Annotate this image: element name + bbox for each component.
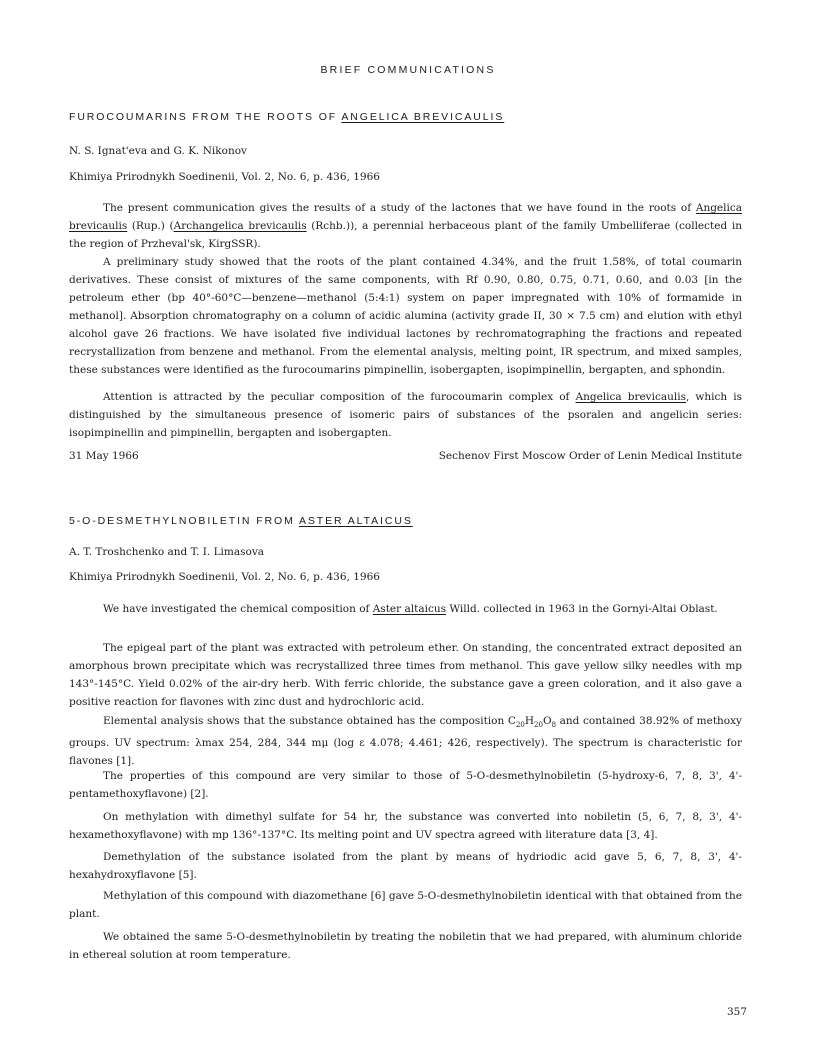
article2-title-species: ASTER ALTAICUS: [298, 515, 413, 527]
article1-title: [69, 111, 504, 123]
article2-paragraph-3: [69, 712, 742, 770]
article1-paragraph-3: [69, 388, 742, 442]
article2-paragraph-4: The properties of this compound are very similar to those of 5-O-desmethylnobiletin (5-hydroxy-6, 7, 8, 3', 4'-pentamethoxyflavone) [2].: [69, 770, 742, 800]
a1p3-species: Angelica brevicaulis: [575, 391, 686, 403]
formula-oxygen: O: [542, 715, 552, 727]
a1p1-text-c: (Rchb.)), a perennial herbaceous plant of the family Umbelliferae (collected in the region of Przheval'sk, KirgSSR).: [69, 220, 742, 250]
article1-paragraph-1: [69, 199, 742, 253]
a2p1-text-b: Willd. collected in 1963 in the Gornyi-Altai Oblast.: [445, 603, 718, 615]
a2p1-species: Aster altaicus: [372, 603, 446, 615]
formula-carbon: C: [507, 715, 516, 727]
formula-carbon-count: 20: [515, 721, 525, 730]
a2p3-text-a: Elemental analysis shows that the substance obtained has the composition: [103, 715, 508, 727]
formula-hydrogen: H: [524, 715, 535, 727]
a1p3-text-b: , which is distinguished by the simultaneous presence of isomeric pairs of substances of the psoralen and angelicin series: isopimpinellin and pimpinellin, bergapten and isobergapten.: [69, 391, 742, 439]
article2-paragraph-7: Methylation of this compound with diazomethane [6] gave 5-O-desmethylnobiletin identical with that obtained from the plant.: [69, 890, 742, 920]
a1p3-text-a: Attention is attracted by the peculiar composition of the furocoumarin complex of: [103, 391, 576, 403]
article2-authors: A. T. Troshchenko and T. I. Limasova: [69, 546, 265, 558]
article2-paragraph-1: [69, 600, 742, 618]
article2-title-prefix: 5-O-DESMETHYLNOBILETIN FROM: [69, 515, 299, 527]
article1-date: 31 May 1966: [69, 450, 139, 462]
page-number: 357: [727, 1006, 748, 1018]
a1p1-text-a: The present communication gives the results of a study of the lactones that we have found in the roots of: [103, 202, 696, 214]
a2p3-text-b: and contained 38.92% of methoxy groups. UV spectrum: λmax 254, 284, 344 mμ (log ε 4.078; 4.461; 426, respectively). The spectrum is characteristic for flavones [1].: [69, 715, 742, 768]
article1-paragraph-2: A preliminary study showed that the roots of the plant contained 4.34%, and the fruit 1.58%, of total coumarin derivatives. These consist of mixtures of the same components, with Rf 0.90, 0.80, 0.75, 0.71, 0.60, and 0.03 [in the petroleum ether (bp 40°-60°C—benzene—methanol (5:4:1) system on paper impregnated with 10% of formamide in methanol]. Absorption chromatography on a column of acidic alumina (activity grade II, 30 × 7.5 cm) and elution with ethyl alcohol gave 26 fractions. We have isolated five individual lactones by rechromatographing the fractions and repeated recrystallization from benzene and methanol. From the elemental analysis, melting point, IR spectrum, and mixed samples, these substances were identified as the furocoumarins pimpinellin, isobergapten, isopimpinellin, bergapten, and sphondin.: [69, 256, 742, 376]
article2-paragraph-2: The epigeal part of the plant was extracted with petroleum ether. On standing, the concentrated extract deposited an amorphous brown precipitate which was recrystallized three times from methanol. This gave yellow silky needles with mp 143°-145°C. Yield 0.02% of the air-dry herb. With ferric chloride, the substance gave a green coloration, and it also gave a positive reaction for flavones with zinc dust and hydrochloric acid.: [69, 642, 742, 708]
article2-citation: Khimiya Prirodnykh Soedinenii, Vol. 2, No. 6, p. 436, 1966: [69, 571, 380, 583]
article2-paragraph-5: On methylation with dimethyl sulfate for 54 hr, the substance was converted into nobiletin (5, 6, 7, 8, 3', 4'-hexamethoxyflavone) with mp 136°-137°C. Its melting point and UV spectra agreed with literature data [3, 4].: [69, 811, 742, 841]
running-header: BRIEF COMMUNICATIONS: [320, 64, 496, 76]
article2-title: [69, 515, 413, 527]
a1p1-species-2: Archangelica brevicaulis: [173, 220, 307, 232]
article2-paragraph-6: Demethylation of the substance isolated from the plant by means of hydriodic acid gave 5, 6, 7, 8, 3', 4'-hexahydroxyflavone [5].: [69, 851, 742, 881]
a1p1-species-1: Angelica brevicaulis: [69, 202, 742, 232]
article1-authors: N. S. Ignat'eva and G. K. Nikonov: [69, 145, 247, 157]
article1-title-prefix: FUROCOUMARINS FROM THE ROOTS OF: [69, 111, 342, 123]
formula-hydrogen-count: 20: [534, 721, 543, 730]
a1p1-text-b: (Rup.) (: [127, 220, 174, 232]
article2-paragraph-8: We obtained the same 5-O-desmethylnobiletin by treating the nobiletin that we had prepared, with aluminum chloride in ethereal solution at room temperature.: [69, 931, 742, 961]
a2p1-text-a: We have investigated the chemical composition of: [103, 603, 373, 615]
article1-title-species: ANGELICA BREVICAULIS: [341, 111, 505, 123]
article1-citation: Khimiya Prirodnykh Soedinenii, Vol. 2, No. 6, p. 436, 1966: [69, 171, 380, 183]
article1-institute: Sechenov First Moscow Order of Lenin Medical Institute: [438, 450, 742, 462]
formula-oxygen-count: 8: [551, 721, 557, 730]
